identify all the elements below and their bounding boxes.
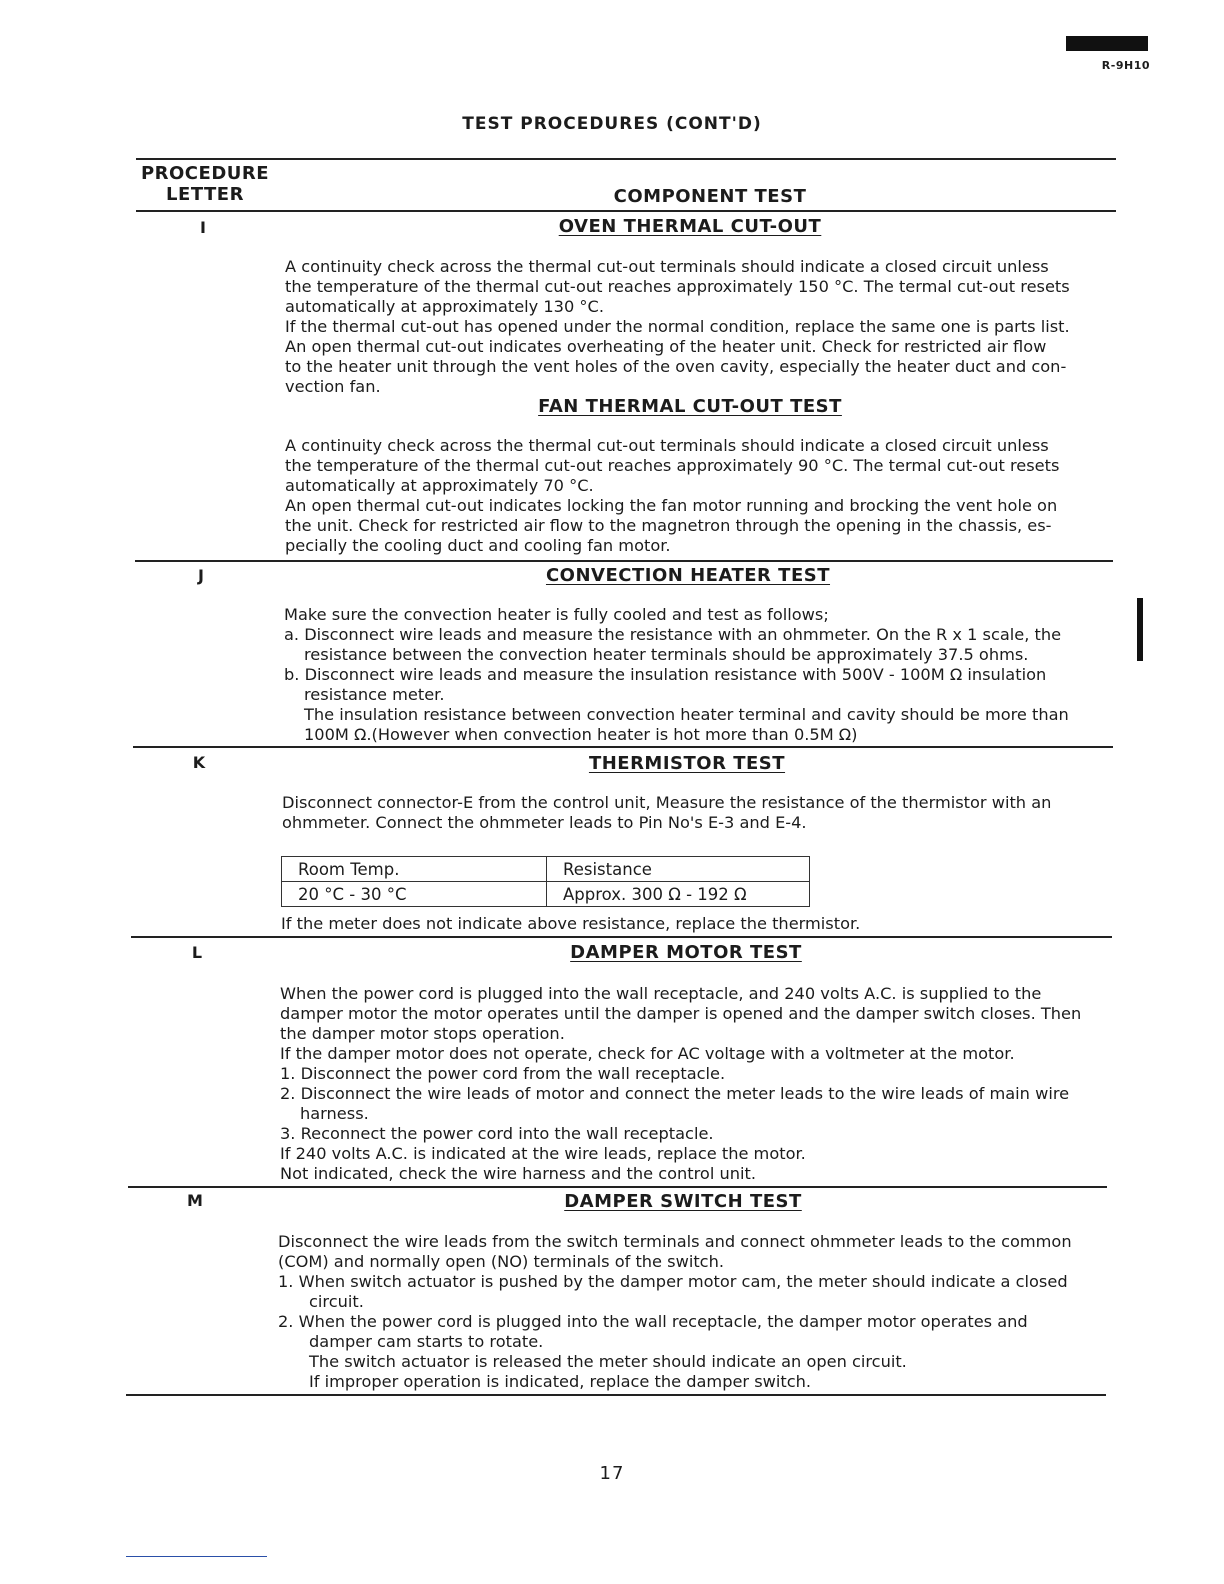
body-line: The insulation resistance between convection heater terminal and cavity should be more than [304,705,1069,724]
procedure-letter-k: K [192,753,206,772]
body-line: 1. Disconnect the power cord from the wall receptacle. [280,1064,726,1083]
procedure-letter-i: I [200,218,206,237]
body-line: If improper operation is indicated, replace the damper switch. [309,1372,812,1391]
damper-switch-title: DAMPER SWITCH TEST [564,1191,802,1212]
oven-thermal-body [285,257,1070,397]
margin-marker [1137,598,1143,661]
footer-link-line [126,1556,267,1557]
top-rule [136,158,1116,160]
body-line: 2. Disconnect the wire leads of motor and connect the meter leads to the wire leads of main wire [280,1084,1070,1103]
body-line: damper cam starts to rotate. [309,1332,544,1351]
procedure-letter-header [140,163,270,205]
body-line: damper motor the motor operates until the damper is opened and the damper switch closes. Then [280,1004,1082,1023]
body-line: automatically at approximately 130 °C. [285,297,604,316]
body-line: 3. Reconnect the power cord into the wall receptacle. [280,1124,714,1143]
body-line: If 240 volts A.C. is indicated at the wire leads, replace the motor. [280,1144,806,1163]
body-line: a. Disconnect wire leads and measure the resistance with an ohmmeter. On the R x 1 scale, the [284,625,1062,644]
body-line: harness. [300,1104,369,1123]
table-cell: Approx. 300 Ω - 192 Ω [547,882,810,907]
body-line: Disconnect connector-E from the control unit, Measure the resistance of the thermistor with an [282,793,1052,812]
body-line: Disconnect the wire leads from the switch terminals and connect ohmmeter leads to the common [278,1232,1072,1251]
body-line: the unit. Check for restricted air flow to the magnetron through the opening in the chassis, es- [285,516,1052,535]
body-line: resistance between the convection heater terminals should be approximately 37.5 ohms. [304,645,1029,664]
procedure-letter-l: L [191,943,203,962]
convection-heater-title: CONVECTION HEATER TEST [545,565,831,586]
body-line: If the thermal cut-out has opened under the normal condition, replace the same one is parts list. [285,317,1070,336]
body-line: A continuity check across the thermal cut-out terminals should indicate a closed circuit unless [285,257,1049,276]
header-rule [136,210,1116,212]
damper-motor-title: DAMPER MOTOR TEST [570,942,802,963]
body-line: A continuity check across the thermal cut-out terminals should indicate a closed circuit unless [285,436,1049,455]
body-line: 1. When switch actuator is pushed by the damper motor cam, the meter should indicate a closed [278,1272,1068,1291]
body-line: to the heater unit through the vent holes of the oven cavity, especially the heater duct and con- [285,357,1067,376]
component-test-header: COMPONENT TEST [613,186,807,207]
section-rule [133,746,1113,748]
model-number: R-9H10 [1101,59,1150,72]
body-line: 2. When the power cord is plugged into the wall receptacle, the damper motor operates and [278,1312,1028,1331]
body-line: Make sure the convection heater is fully cooled and test as follows; [284,605,829,624]
body-line: ohmmeter. Connect the ohmmeter leads to Pin No's E-3 and E-4. [282,813,807,832]
body-line: vection fan. [285,377,381,396]
thermistor-title: THERMISTOR TEST [588,753,786,774]
oven-thermal-title: OVEN THERMAL CUT-OUT [558,216,822,237]
table-row [282,857,810,882]
section-rule [131,936,1112,938]
bottom-rule [126,1394,1106,1396]
body-line: pecially the cooling duct and cooling fan motor. [285,536,671,555]
body-line: circuit. [309,1292,364,1311]
thermistor-body [282,793,1051,833]
thermistor-after-note: If the meter does not indicate above resistance, replace the thermistor. [281,914,861,933]
page-number: 17 [599,1463,625,1484]
fan-thermal-body [285,436,1059,556]
body-line: resistance meter. [304,685,445,704]
fan-thermal-title: FAN THERMAL CUT-OUT TEST [538,396,842,417]
table-cell: 20 °C - 30 °C [282,882,547,907]
body-line: An open thermal cut-out indicates overheating of the heater unit. Check for restricted air flow [285,337,1047,356]
convection-heater-body [284,605,1069,745]
procedure-label: PROCEDURE [140,163,270,184]
procedure-letter-m: M [187,1191,203,1210]
section-rule [128,1186,1107,1188]
thermistor-table [281,856,810,907]
table-cell: Room Temp. [282,857,547,882]
body-line: An open thermal cut-out indicates locking the fan motor running and brocking the vent hole on [285,496,1058,515]
body-line: the temperature of the thermal cut-out reaches approximately 90 °C. The termal cut-out resets [285,456,1060,475]
damper-switch-body [278,1232,1072,1392]
body-line: (COM) and normally open (NO) terminals of the switch. [278,1252,724,1271]
page-title: TEST PROCEDURES (CONT'D) [462,114,762,134]
body-line: 100M Ω.(However when convection heater is hot more than 0.5M Ω) [304,725,858,744]
section-rule [135,560,1113,562]
table-cell: Resistance [547,857,810,882]
corner-black-bar [1066,36,1148,51]
body-line: the temperature of the thermal cut-out reaches approximately 150 °C. The termal cut-out resets [285,277,1070,296]
body-line: b. Disconnect wire leads and measure the insulation resistance with 500V - 100M Ω insulation [284,665,1047,684]
body-line: Not indicated, check the wire harness and the control unit. [280,1164,756,1183]
body-line: automatically at approximately 70 °C. [285,476,594,495]
body-line: The switch actuator is released the meter should indicate an open circuit. [309,1352,907,1371]
procedure-letter-j: J [198,566,204,585]
damper-motor-body [280,984,1081,1184]
table-row [282,882,810,907]
body-line: When the power cord is plugged into the wall receptacle, and 240 volts A.C. is supplied to the [280,984,1042,1003]
body-line: If the damper motor does not operate, check for AC voltage with a voltmeter at the motor. [280,1044,1015,1063]
letter-label: LETTER [166,184,244,205]
body-line: the damper motor stops operation. [280,1024,565,1043]
